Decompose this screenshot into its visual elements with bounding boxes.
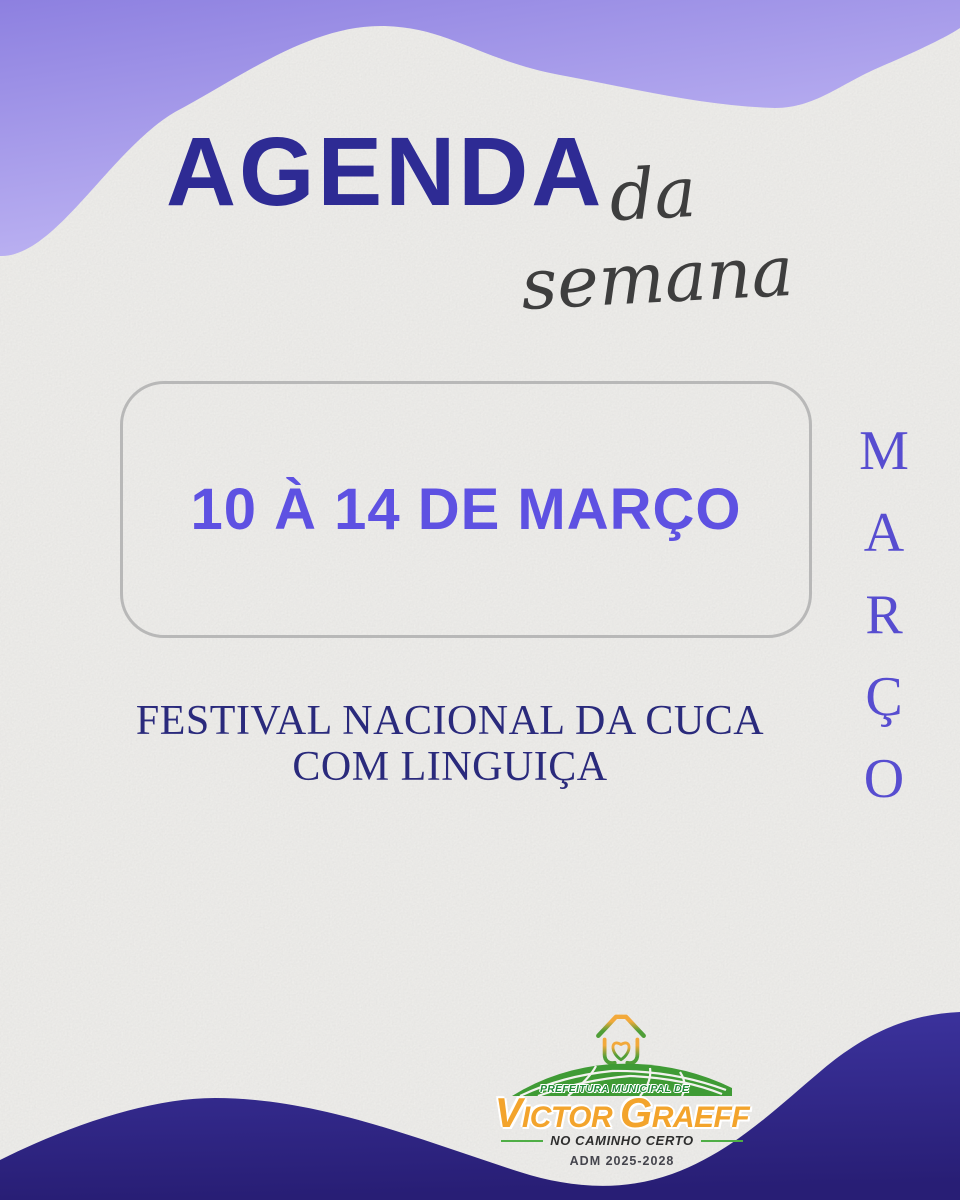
house-heart-icon	[589, 1008, 653, 1066]
month-vertical-label: MARÇO	[853, 420, 915, 830]
date-range-box	[120, 381, 812, 638]
logo-slogan: NO CAMINHO CERTO	[550, 1133, 694, 1148]
date-range-text: 10 À 14 DE MARÇO	[190, 477, 742, 542]
event-title-line2: COM LINGUIÇA	[292, 744, 608, 790]
logo-slogan-row	[487, 1133, 757, 1148]
slogan-rule-left	[501, 1140, 543, 1142]
municipality-logo	[487, 1006, 757, 1176]
logo-city-word: GRAEFF	[620, 1090, 750, 1136]
agenda-script-subtitle: da semana	[519, 150, 796, 327]
agenda-title: AGENDA	[166, 116, 605, 226]
logo-org-name: PREFEITURA MUNICIPAL DE	[540, 1083, 690, 1095]
event-title	[70, 698, 830, 790]
event-title-line1: FESTIVAL NACIONAL DA CUCA	[135, 698, 765, 744]
slogan-rule-right	[701, 1140, 743, 1142]
logo-adm-term: ADM 2025-2028	[569, 1154, 675, 1168]
logo-city-name	[487, 1090, 757, 1137]
bottom-wave-shape	[0, 1000, 960, 1200]
logo-city-word: VICTOR	[494, 1090, 613, 1136]
